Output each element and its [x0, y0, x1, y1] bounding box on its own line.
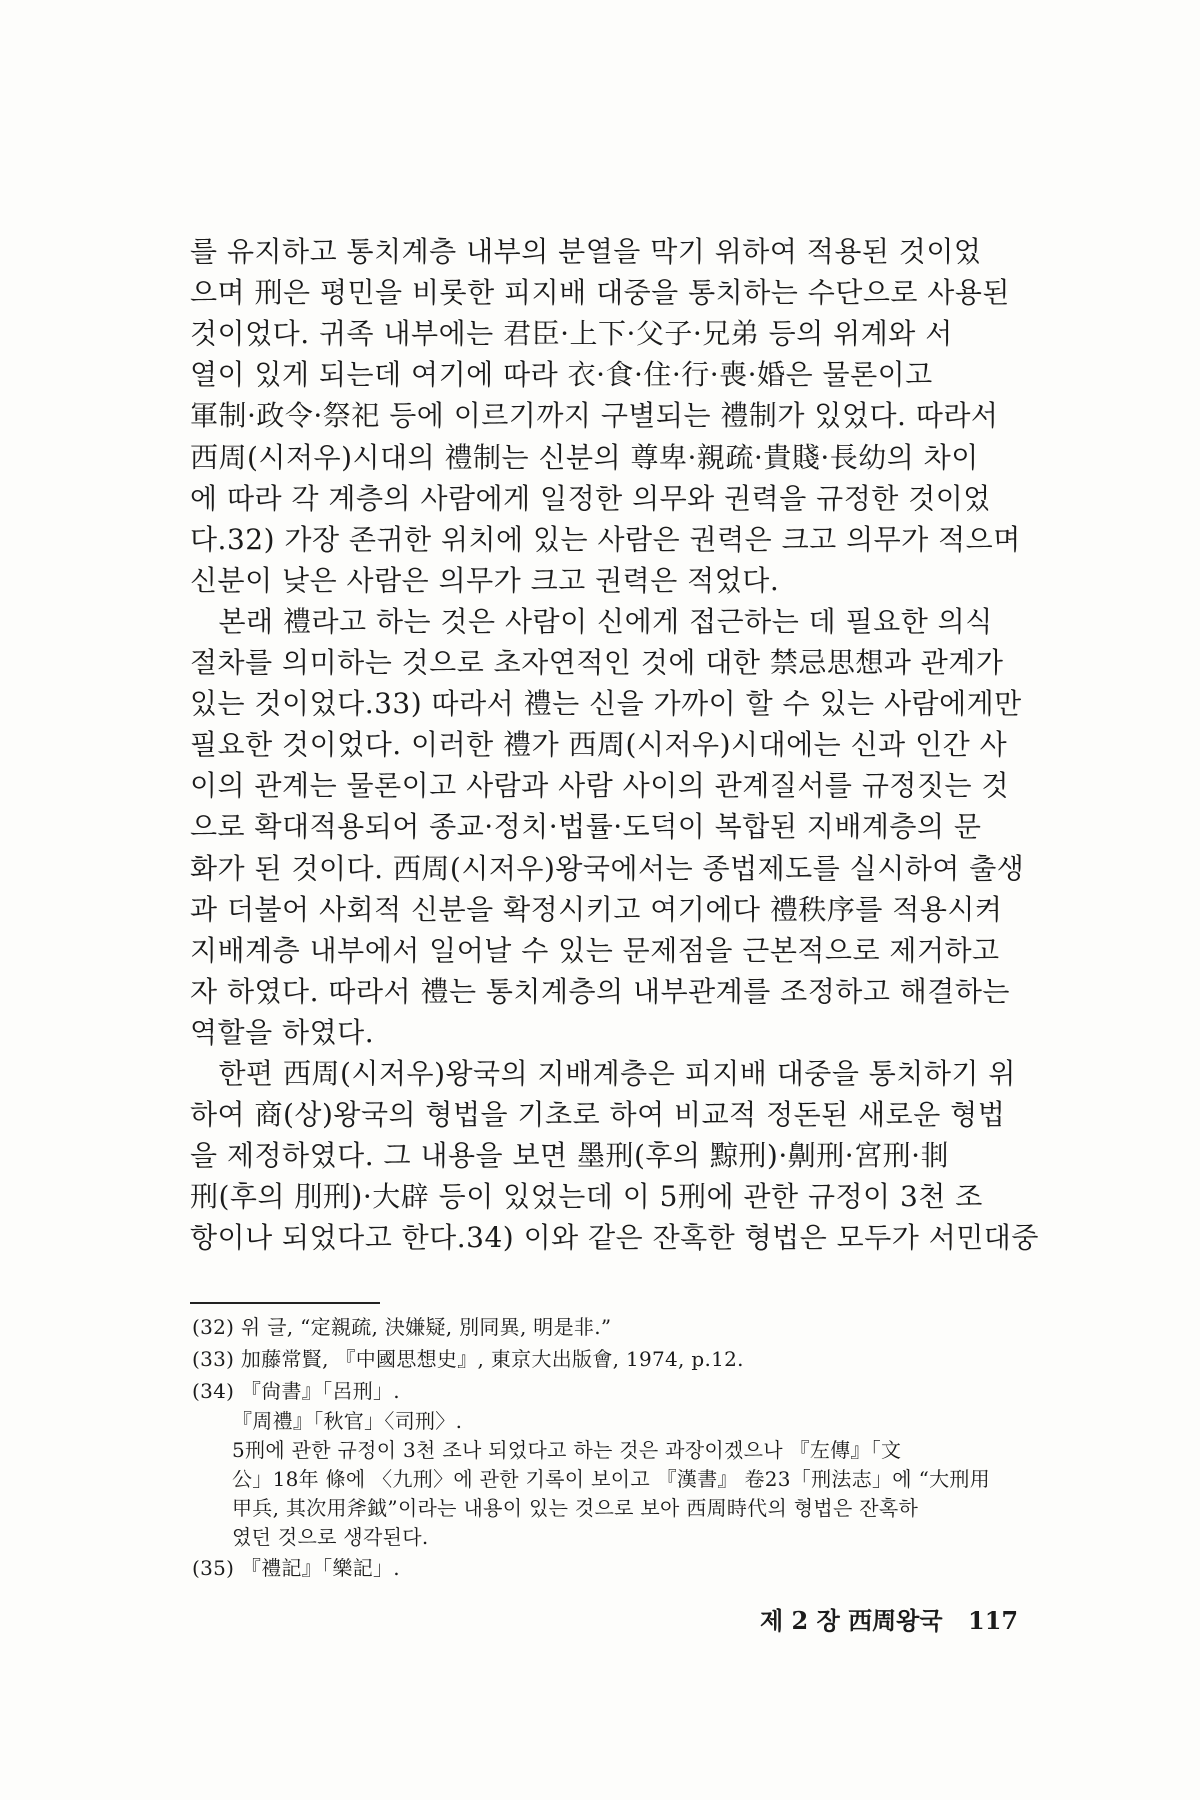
running-footer-chapter: 제 2 장 西周왕국 [760, 1606, 943, 1635]
footnote-line: (32) 위 글, “定親疏, 決嫌疑, 別同異, 明是非.” [192, 1315, 612, 1339]
body-line: 것이었다. 귀족 내부에는 君臣·上下·父子·兄弟 등의 위계와 서 [190, 317, 953, 350]
body-line: 에 따라 각 계층의 사람에게 일정한 의무와 권력을 규정한 것이었 [190, 482, 991, 515]
footnote-line: 였던 것으로 생각된다. [232, 1525, 429, 1549]
body-line: 지배계층 내부에서 일어날 수 있는 문제점을 근본적으로 제거하고 [190, 934, 1000, 967]
body-line: 을 제정하였다. 그 내용을 보면 墨刑(후의 黥刑)·劓刑·宮刑·剕 [190, 1139, 950, 1172]
body-line: 화가 된 것이다. 西周(시저우)왕국에서는 종법제도를 실시하여 출생 [190, 852, 1025, 885]
body-line: 자 하였다. 따라서 禮는 통치계층의 내부관계를 조정하고 해결하는 [190, 975, 1010, 1008]
body-line: 있는 것이었다.33) 따라서 禮는 신을 가까이 할 수 있는 사람에게만 [190, 687, 1022, 720]
body-line: 西周(시저우)시대의 禮制는 신분의 尊卑·親疏·貴賤·長幼의 차이 [190, 441, 979, 474]
body-line: 를 유지하고 통치계층 내부의 분열을 막기 위하여 적용된 것이었 [190, 235, 982, 268]
body-line: 열이 있게 되는데 여기에 따라 衣·食·住·行·喪·婚은 물론이고 [190, 358, 933, 391]
body-line: 본래 禮라고 하는 것은 사람이 신에게 접근하는 데 필요한 의식 [190, 605, 993, 638]
body-line: 절차를 의미하는 것으로 초자연적인 것에 대한 禁忌思想과 관계가 [190, 646, 1004, 679]
footnote-line: 『周禮』「秋官」〈司刑〉. [232, 1409, 463, 1433]
footnote-line: 公」18年 條에 〈九刑〉에 관한 기록이 보이고 『漢書』 卷23「刑法志」에 “大刑用 [232, 1467, 991, 1491]
footnote-line: (33) 加藤常賢, 『中國思想史』, 東京大出版會, 1974, p.12. [192, 1347, 744, 1371]
body-line: 으로 확대적용되어 종교·정치·법률·도덕이 복합된 지배계층의 문 [190, 810, 982, 843]
body-line: 으며 刑은 평민을 비롯한 피지배 대중을 통치하는 수단으로 사용된 [190, 276, 1010, 309]
body-line: 역할을 하였다. [190, 1016, 375, 1049]
body-line: 필요한 것이었다. 이러한 禮가 西周(시저우)시대에는 신과 인간 사 [190, 728, 1008, 761]
body-line: 軍制·政令·祭祀 등에 이르기까지 구별되는 禮制가 있었다. 따라서 [190, 399, 999, 432]
body-line: 신분이 낮은 사람은 의무가 크고 권력은 적었다. [190, 564, 780, 597]
footnote-line: 5刑에 관한 규정이 3천 조나 되었다고 하는 것은 과장이겠으나 『左傳』「文 [232, 1438, 902, 1462]
body-line: 이의 관계는 물론이고 사람과 사람 사이의 관계질서를 규정짓는 것 [190, 769, 1010, 802]
footnote-rule [190, 1302, 380, 1304]
footnote-line: 甲兵, 其次用斧鉞”이라는 내용이 있는 것으로 보아 西周時代의 형법은 잔혹하 [232, 1496, 919, 1520]
footnote-line: (34) 『尙書』「呂刑」. [192, 1379, 400, 1403]
page-number: 117 [968, 1606, 1019, 1635]
body-line: 刑(후의 刖刑)·大辟 등이 있었는데 이 5刑에 관한 규정이 3천 조 [190, 1180, 983, 1213]
body-line: 항이나 되었다고 한다.34) 이와 같은 잔혹한 형법은 모두가 서민대중 [190, 1221, 1039, 1254]
body-line: 한편 西周(시저우)왕국의 지배계층은 피지배 대중을 통치하기 위 [190, 1057, 1016, 1090]
footnote-line: (35) 『禮記』「樂記」. [192, 1556, 400, 1580]
body-line: 다.32) 가장 존귀한 위치에 있는 사람은 권력은 크고 의무가 적으며 [190, 523, 1021, 556]
body-line: 과 더불어 사회적 신분을 확정시키고 여기에다 禮秩序를 적용시켜 [190, 893, 1003, 926]
body-line: 하여 商(상)왕국의 형법을 기초로 하여 비교적 정돈된 새로운 형법 [190, 1098, 1006, 1131]
